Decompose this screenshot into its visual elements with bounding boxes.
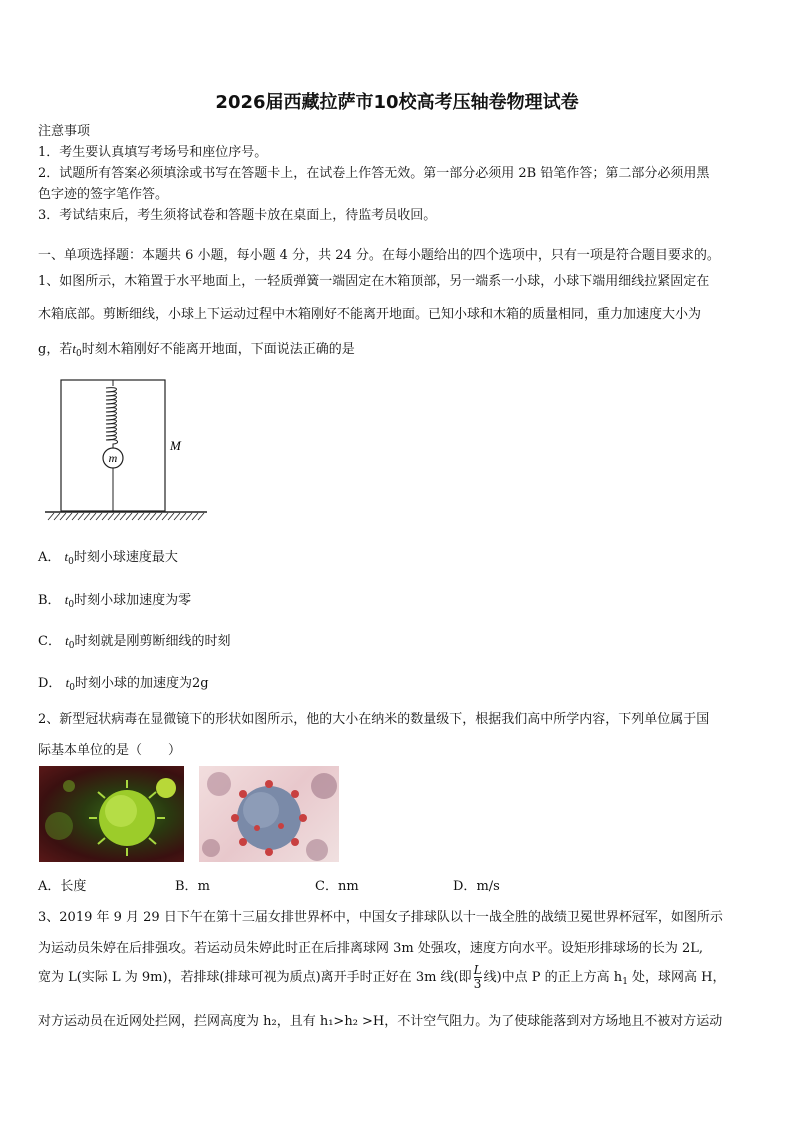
ground-hatch: [48, 513, 204, 520]
q3-line-1: 3、2019 年 9 月 29 日下午在第十三届女排世界杯中，中国女子排球队以十一战全胜的战绩卫冕世界杯冠军，如图所示: [38, 910, 723, 925]
notice-heading: 注意事项: [38, 124, 91, 139]
fraction-l-over-3: $\frac{L}{3}$: [473, 963, 482, 991]
virus-image-2: [199, 766, 339, 862]
q3-line-2: 为运动员朱婷在后排强攻。若运动员朱婷此时正在后排离球网 3m 处强攻，速度方向水平。设矩形排球场的长为 2L,: [38, 941, 704, 956]
ball-label: m: [108, 451, 118, 465]
notice-item-1: 1．考生要认真填写考场号和座位序号。: [38, 145, 268, 160]
virus-image-1-graphic: [39, 766, 184, 862]
q1-option-b: B． $t_0$时刻小球加速度为零: [38, 592, 192, 610]
spring-coil: [106, 380, 118, 448]
q1-line-3: g，若$t_0$时刻木箱刚好不能离开地面，下面说法正确的是: [38, 341, 355, 359]
notice-item-2: 2．试题所有答案必须填涂或书写在答题卡上，在试卷上作答无效。第一部分必须用 2B 铅笔作答；第二部分必须用黑: [38, 166, 710, 181]
notice-item-2-cont: 色字迹的签字笔作答。: [38, 187, 169, 202]
q2-line-1: 2、新型冠状病毒在显微镜下的形状如图所示，他的大小在纳米的数量级下，根据我们高中所学内容，下列单位属于国: [38, 712, 710, 727]
q2-option-a: A．长度: [38, 879, 87, 894]
box-label: M: [170, 438, 181, 453]
q1-line-2: 木箱底部。剪断细线，小球上下运动过程中木箱刚好不能离开地面。已知小球和木箱的质量相同，重力加速度大小为: [38, 307, 702, 322]
notice-item-3: 3．考试结束后，考生须将试卷和答题卡放在桌面上，待监考员收回。: [38, 208, 437, 223]
q1-option-a: A． $t_0$时刻小球速度最大: [38, 549, 178, 567]
virus-image-1: [39, 766, 184, 862]
section-heading: 一、单项选择题：本题共 6 小题，每小题 4 分，共 24 分。在每小题给出的四个选项中，只有一项是符合题目要求的。: [38, 248, 720, 263]
q1-option-d: D． $t_0$时刻小球的加速度为2g: [38, 675, 209, 693]
q3-line-3: 宽为 L(实际 L 为 9m)，若排球(排球可视为质点)离开手时正好在 3m 线(即 $\frac{L}{3}$ 线)中点 P 的正上方高 $h_1$ 处，球网高 H，: [38, 963, 726, 991]
q1-line-1: 1、如图所示，木箱置于水平地面上，一轻质弹簧一端固定在木箱顶部，另一端系一小球，小球下端用细线拉紧固定在: [38, 274, 710, 289]
q2-option-d: D．m/s: [453, 879, 500, 894]
page-title: 2026届西藏拉萨市10校高考压轴卷物理试卷: [215, 92, 579, 113]
q2-option-c: C．nm: [315, 879, 359, 894]
q2-option-b: B．m: [175, 879, 210, 894]
spring-box-figure: [40, 376, 215, 522]
virus-image-2-graphic: [199, 766, 339, 862]
q3-line-4: 对方运动员在近网处拦网，拦网高度为 h₂，且有 h₁>h₂ >H，不计空气阻力。为了使球能落到对方场地且不被对方运动: [38, 1014, 723, 1029]
q1-option-c: C． $t_0$时刻就是刚剪断细线的时刻: [38, 633, 231, 651]
q2-line-2: 际基本单位的是（ ）: [38, 743, 182, 758]
